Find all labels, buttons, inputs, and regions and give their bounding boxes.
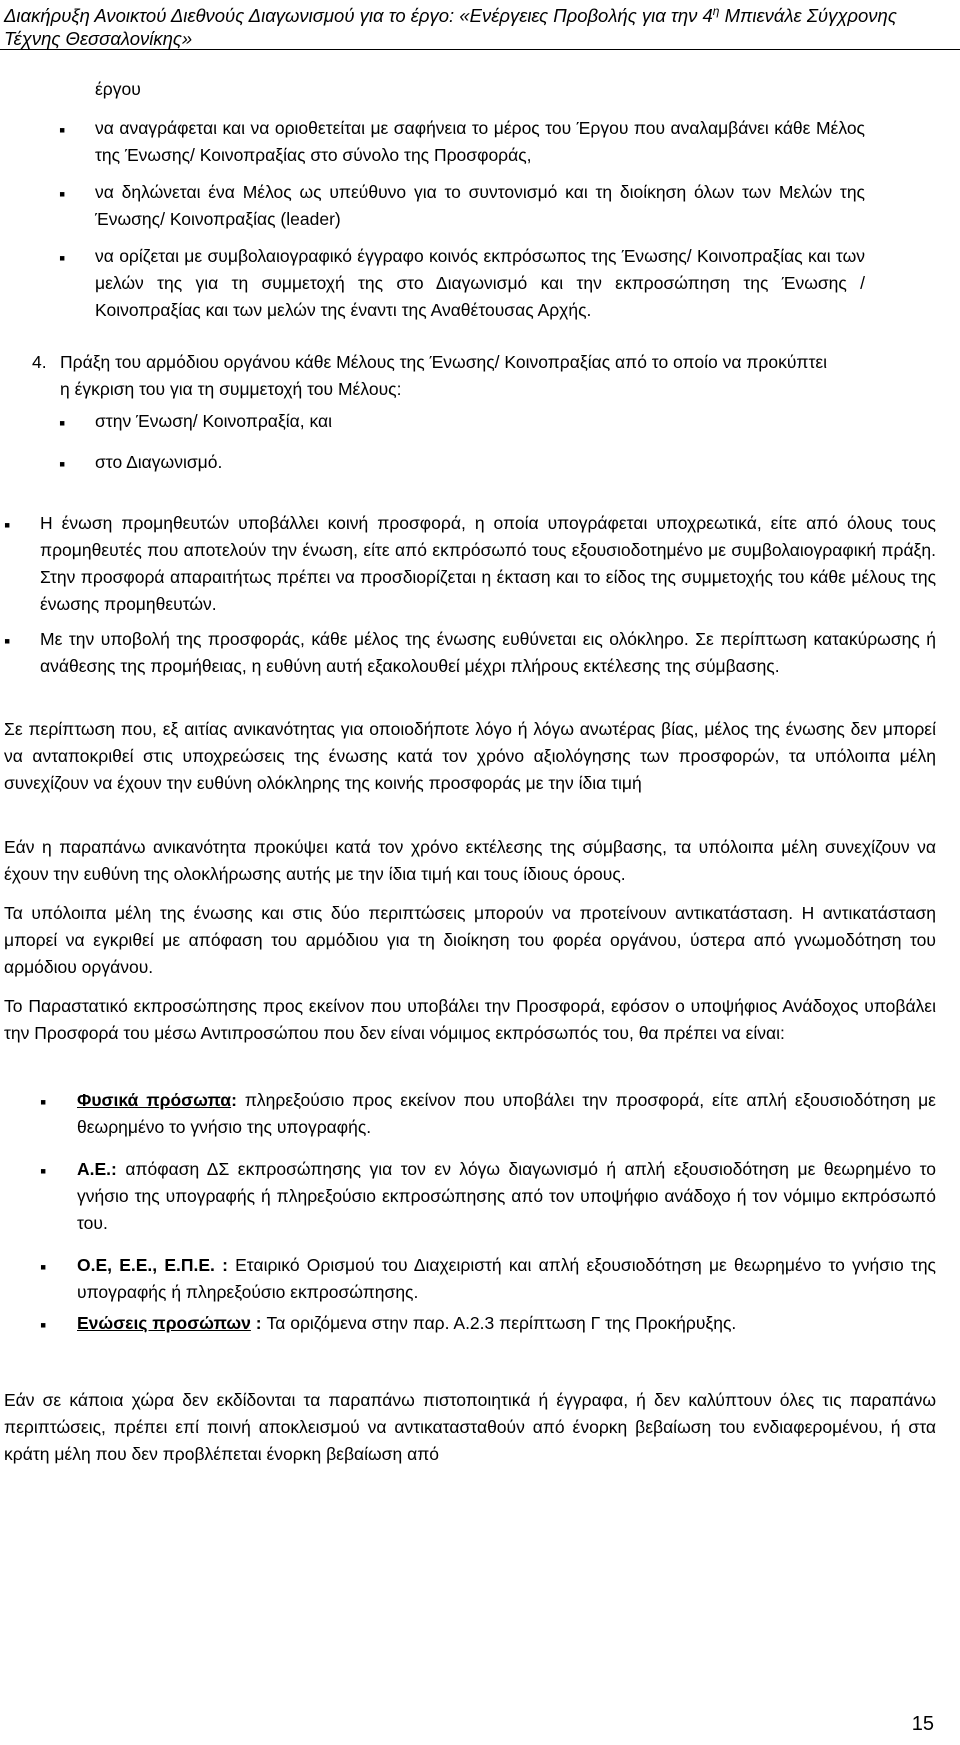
header-line-2: Τέχνης Θεσσαλονίκης» xyxy=(4,28,193,50)
paragraph-3: Τα υπόλοιπα μέλη της ένωσης και στις δύο περιπτώσεις μπορούν να προτείνουν αντικατάσταση. Η αντικατάσταση μπορεί να εγκριθεί με απόφαση του αρμόδιου για τη διοίκηση του φορέα οργάνου, ύστερα από γνωμοδότηση του αρμόδιου οργάνου. xyxy=(4,903,936,977)
final-paragraph: Εάν σε κάποια χώρα δεν εκδίδονται τα παραπάνω πιστοποιητικά ή έγγραφα, ή δεν καλύπτουν όλες τις παραπάνω περιπτώσεις, πρέπει επί ποινή αποκλεισμού να αντικατασταθούν από ένορκη βεβαίωση του ενδιαφερομένου, ή στα κράτη μέλη που δεν προβλέπεται ένορκη βεβαίωση από xyxy=(4,1390,936,1464)
bullet-marker xyxy=(40,1093,46,1111)
page-number: 15 xyxy=(911,1713,934,1735)
item-4-bullet-2: στο Διαγωνισμό. xyxy=(95,452,223,472)
paragraph-1: Σε περίπτωση που, εξ αιτίας ανικανότητας για οποιοδήποτε λόγο ή λόγω ανωτέρας βίας, μέλος της ένωσης δεν μπορεί να ανταποκριθεί στις υποχρεώσεις της ένωσης κατά τον χρόνο αξιολόγησης των προσφορών, τα υπόλοιπα μέλη συνεχίζουν να έχουν την ευθύνη ολόκληρης της κοινής προσφοράς με την ίδια τιμή xyxy=(4,719,936,793)
bullet-marker xyxy=(40,1162,46,1180)
paragraph-2: Εάν η παραπάνω ανικανότητα προκύψει κατά τον χρόνο εκτέλεσης της σύμβασης, τα υπόλοιπα μέλη συνεχίζουν να έχουν την ευθύνη της ολοκλήρωσης αυτής με την ίδια τιμή και τους ίδιους όρους. xyxy=(4,837,936,884)
bullet-marker xyxy=(59,121,65,139)
bullet-marker xyxy=(40,1316,46,1334)
header-line-1: Διακήρυξη Ανοικτού Διεθνούς Διαγωνισμού για το έργο: «Ενέργειες Προβολής για την $4^\eta$ Μπιενάλε Σύγχρονης xyxy=(4,4,897,27)
intro-word: έργου xyxy=(95,79,141,99)
item-4-bullet-1: στην Ένωση/ Κοινοπραξία, και xyxy=(95,411,333,431)
rep-bullet-unions: Ενώσεις προσώπων : Τα οριζόμενα στην παρ. Α.2.3 περίπτωση Γ της Προκήρυξης. xyxy=(77,1313,737,1333)
bullet-marker xyxy=(4,516,10,534)
bullet-marker xyxy=(59,249,65,267)
bullet-marker xyxy=(59,414,65,432)
sub-bullet-3: να ορίζεται με συμβολαιογραφικό έγγραφο κοινός εκπρόσωπος της Ένωσης/ Κοινοπραξίας και των μελών της για τη συμμετοχή της στο Διαγωνισμό και την εκπροσώπηση της Ένωσης / Κοινοπραξίας και των μελών της έναντι της Αναθέτουσας Αρχής. xyxy=(95,246,865,320)
rep-bullet-partnerships: Ο.Ε, Ε.Ε., Ε.Π.Ε. : Εταιρικό Ορισμού του Διαχειριστή και απλή εξουσιοδότηση με θεωρημένο το γνήσιο της υπογραφής ή πληρεξούσιο εκπροσώπησης. xyxy=(77,1255,936,1302)
item-4-text: Πράξη του αρμόδιου οργάνου κάθε Μέλους της Ένωσης/ Κοινοπραξίας από το οποίο να προκύπτει η έγκριση του για τη συμμετοχή του Μέλους: xyxy=(60,352,828,399)
bullet-marker xyxy=(59,185,65,203)
bullet-marker xyxy=(40,1258,46,1276)
main-bullet-2: Με την υποβολή της προσφοράς, κάθε μέλος της ένωσης ευθύνεται εις ολόκληρο. Σε περίπτωση κατακύρωσης ή ανάθεσης της προμήθειας, η ευθύνη αυτή εξακολουθεί μέχρι πλήρους εκτέλεσης της σύμβασης. xyxy=(40,629,936,676)
page-header xyxy=(0,0,960,50)
paragraph-4: Το Παραστατικό εκπροσώπησης προς εκείνον που υποβάλει την Προσφορά, εφόσον ο υποψήφιος Ανάδοχος υποβάλει την Προσφορά του μέσω Αντιπροσώπου που δεν είναι νόμιμος εκπρόσωπός του, θα πρέπει να είναι: xyxy=(4,996,936,1043)
sub-bullet-1: να αναγράφεται και να οριοθετείται με σαφήνεια το μέρος του Έργου που αναλαμβάνει κάθε Μέλος της Ένωσης/ Κοινοπραξίας στο σύνολο της Προσφοράς, xyxy=(95,118,865,165)
sub-bullet-2: να δηλώνεται ένα Μέλος ως υπεύθυνο για το συντονισμό και τη διοίκηση όλων των Μελών της Ένωσης/ Κοινοπραξίας (leader) xyxy=(95,182,865,229)
bullet-marker xyxy=(4,632,10,650)
item-4-number: 4. xyxy=(32,352,47,372)
bullet-marker xyxy=(59,455,65,473)
rep-bullet-sa: Α.Ε.: απόφαση ΔΣ εκπροσώπησης για τον εν λόγω διαγωνισμό ή απλή εξουσιοδότηση με θεωρημένο το γνήσιο της υπογραφής ή πληρεξούσιο εκπροσώπησης από τον υποψήφιο ανάδοχο ή τον νόμιμο εκπρόσωπό του. xyxy=(77,1159,936,1233)
main-bullet-1: Η ένωση προμηθευτών υποβάλλει κοινή προσφορά, η οποία υπογράφεται υποχρεωτικά, είτε από όλους τους προμηθευτές που αποτελούν την ένωση, είτε από εκπρόσωπό τους εξουσιοδοτημένο με συμβολαιογραφική πράξη. Στην προσφορά απαραιτήτως πρέπει να προσδιορίζεται η έκταση και το είδος της συμμετοχής του κάθε μέλους της ένωσης προμηθευτών. xyxy=(40,513,936,614)
rep-bullet-natural-persons: Φυσικά πρόσωπα: πληρεξούσιο προς εκείνον που υποβάλει την προσφορά, είτε απλή εξουσιοδότηση με θεωρημένο το γνήσιο της υπογραφής. xyxy=(77,1090,936,1137)
